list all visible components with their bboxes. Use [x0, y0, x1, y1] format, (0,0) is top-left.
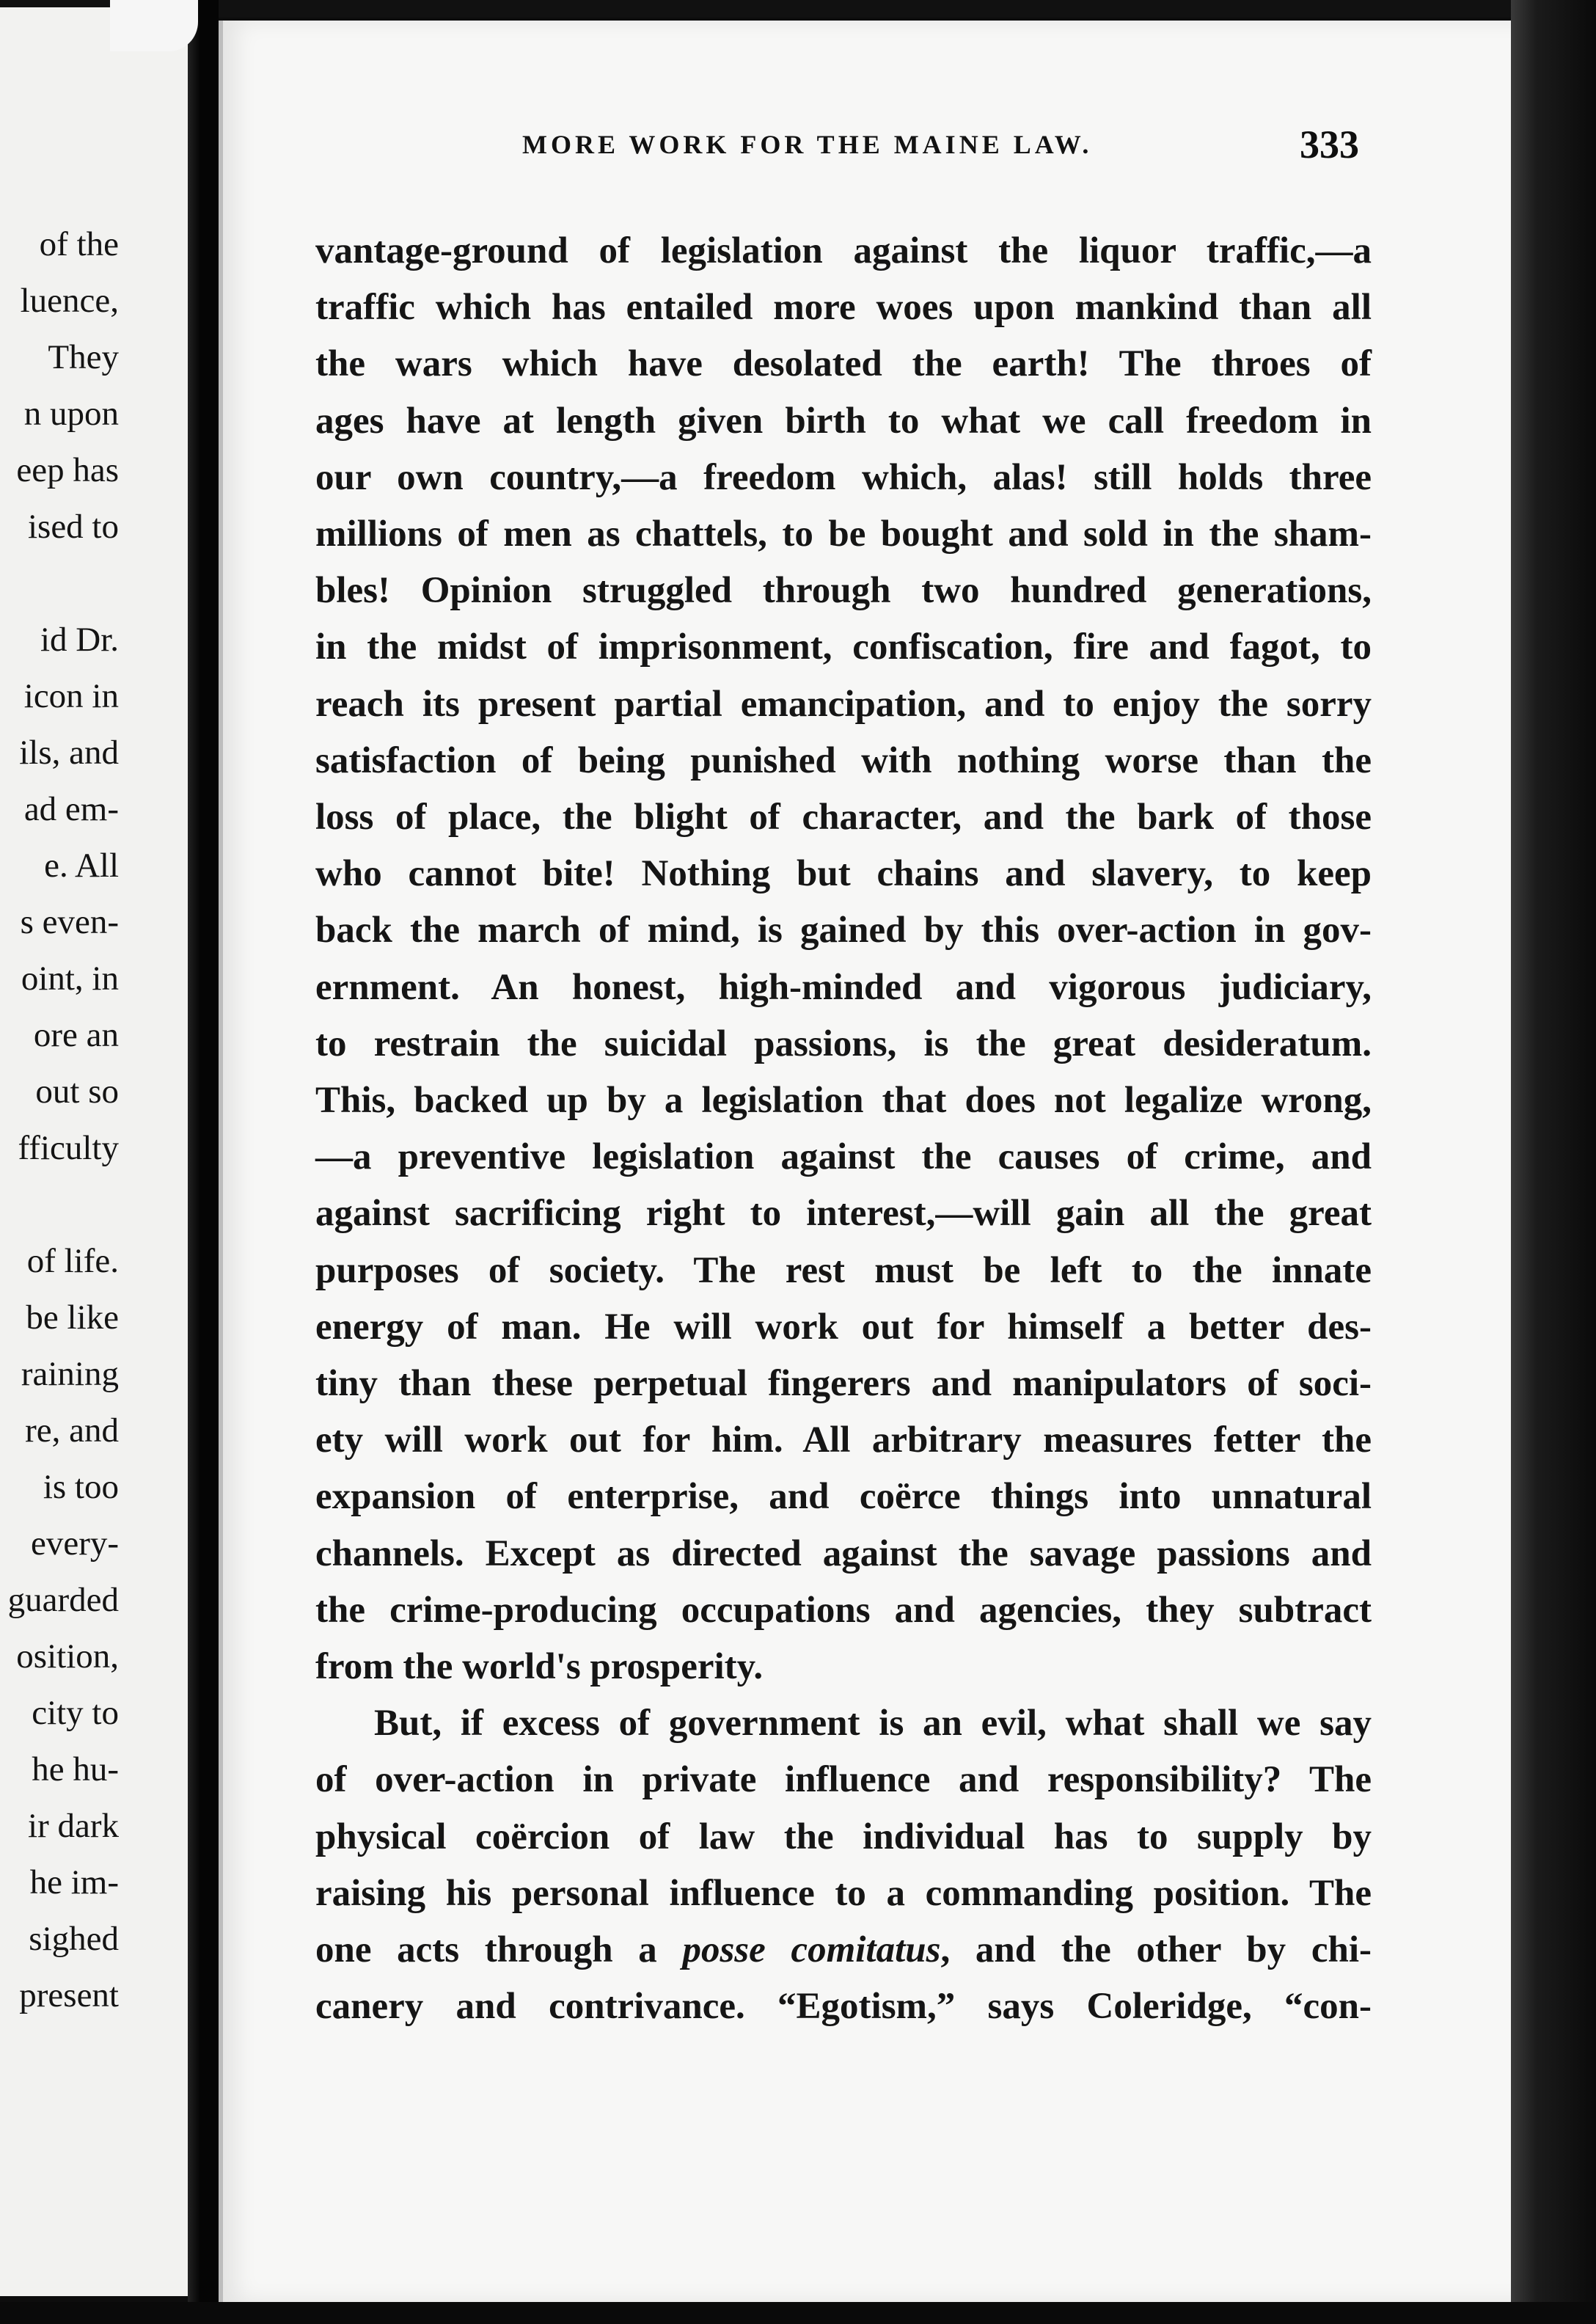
- left-page-line: eep has: [16, 451, 119, 489]
- left-page-line: ils, and: [19, 734, 119, 772]
- body-line: bles! Opinion struggled through two hundred generations,: [315, 570, 1372, 611]
- body-line: ety will work out for him. All arbitrary measures fetter the: [315, 1419, 1372, 1461]
- body-line: our own country,—a freedom which, alas! still holds three: [315, 457, 1372, 498]
- page-number: 333: [1300, 123, 1359, 167]
- body-line: physical coërcion of law the individual has to supply by: [315, 1816, 1372, 1857]
- body-line: the wars which have desolated the earth! The throes of: [315, 343, 1372, 384]
- body-line: expansion of enterprise, and coërce things into unnatural: [315, 1476, 1372, 1517]
- left-page-line: ad em-: [23, 790, 119, 828]
- body-line: ernment. An honest, high-minded and vigorous judiciary,: [315, 967, 1372, 1008]
- left-page-line: oint, in: [21, 960, 119, 998]
- left-page-line: They: [48, 338, 119, 376]
- body-line: against sacrificing right to interest,—will gain all the great: [315, 1193, 1372, 1234]
- body-line: ages have at length given birth to what we call freedom in: [315, 401, 1372, 442]
- left-page-line: sighed: [29, 1920, 119, 1958]
- left-page-line: fficulty: [18, 1129, 119, 1167]
- text-run: one acts through a: [315, 1929, 683, 1970]
- left-page-line: osition,: [16, 1637, 119, 1676]
- left-page-line: every-: [30, 1524, 119, 1563]
- body-line: energy of man. He will work out for himself a better des-: [315, 1307, 1372, 1348]
- left-page-line: present: [19, 1976, 119, 2014]
- body-line: millions of men as chattels, to be bought and sold in the sham-: [315, 514, 1372, 555]
- left-page-line: ised to: [27, 508, 119, 546]
- left-page-line: guarded: [7, 1581, 119, 1619]
- body-line: purposes of society. The rest must be left to the innate: [315, 1250, 1372, 1291]
- left-page-line: luence,: [20, 282, 119, 320]
- italic-phrase: posse comitatus: [682, 1929, 941, 1970]
- body-line: But, if excess of government is an evil, what shall we say: [374, 1703, 1372, 1744]
- body-line: loss of place, the blight of character, and the bark of those: [315, 797, 1372, 838]
- body-line: traffic which has entailed more woes upon mankind than all: [315, 287, 1372, 328]
- text-run: , and the other by chi-: [940, 1929, 1372, 1970]
- body-line: tiny than these perpetual fingerers and manipulators of soci-: [315, 1363, 1372, 1404]
- body-line: channels. Except as directed against the savage passions and: [315, 1533, 1372, 1574]
- scan-top-edge: [0, 0, 1596, 18]
- left-page-line: re, and: [25, 1411, 119, 1450]
- body-line: the crime-producing occupations and agencies, they subtract: [315, 1590, 1372, 1631]
- book-gutter: [188, 0, 219, 2324]
- left-page-line: ore an: [33, 1016, 119, 1054]
- body-line: of over-action in private influence and responsibility? The: [315, 1759, 1372, 1800]
- left-page-line: ir dark: [28, 1807, 119, 1845]
- left-page-line: he hu-: [32, 1750, 119, 1788]
- body-line: who cannot bite! Nothing but chains and slavery, to keep: [315, 853, 1372, 894]
- left-page-line: e. All: [44, 847, 119, 885]
- left-page-line: of the: [39, 225, 119, 263]
- left-page-line: raining: [21, 1355, 119, 1393]
- body-line: vantage-ground of legislation against the liquor traffic,—a: [315, 230, 1372, 271]
- body-line-with-italic: [315, 1928, 1372, 1972]
- body-line: in the midst of imprisonment, confiscation, fire and fagot, to: [315, 626, 1372, 668]
- left-page-line: out so: [35, 1073, 119, 1111]
- left-page-line: be like: [26, 1298, 119, 1337]
- left-page-line: of life.: [26, 1242, 119, 1280]
- running-head: MORE WORK FOR THE MAINE LAW.: [522, 130, 1093, 159]
- body-line: from the world's prosperity.: [315, 1646, 764, 1687]
- scan-bottom-edge: [0, 2302, 1596, 2324]
- body-line: raising his personal influence to a commanding position. The: [315, 1873, 1372, 1914]
- left-page-line: is too: [43, 1468, 119, 1506]
- left-page-line: he im-: [29, 1863, 119, 1901]
- body-line: to restrain the suicidal passions, is the great desideratum.: [315, 1023, 1372, 1064]
- left-page: [0, 7, 192, 2296]
- body-line: back the march of mind, is gained by this over-action in gov-: [315, 910, 1372, 951]
- page-edge-shadow: [1511, 0, 1596, 2324]
- left-page-line: n upon: [23, 395, 119, 433]
- body-line: canery and contrivance. “Egotism,” says Coleridge, “con-: [315, 1986, 1372, 2027]
- left-page-line: id Dr.: [40, 621, 119, 659]
- left-page-line: s even-: [20, 903, 119, 941]
- page-corner-highlight: [110, 0, 198, 51]
- left-page-line: city to: [32, 1694, 119, 1732]
- body-line: This, backed up by a legislation that does not legalize wrong,: [315, 1080, 1372, 1121]
- body-line: —a preventive legislation against the causes of crime, and: [315, 1136, 1372, 1177]
- left-page-line: icon in: [23, 677, 119, 715]
- body-line: reach its present partial emancipation, and to enjoy the sorry: [315, 684, 1372, 725]
- body-line: satisfaction of being punished with nothing worse than the: [315, 740, 1372, 781]
